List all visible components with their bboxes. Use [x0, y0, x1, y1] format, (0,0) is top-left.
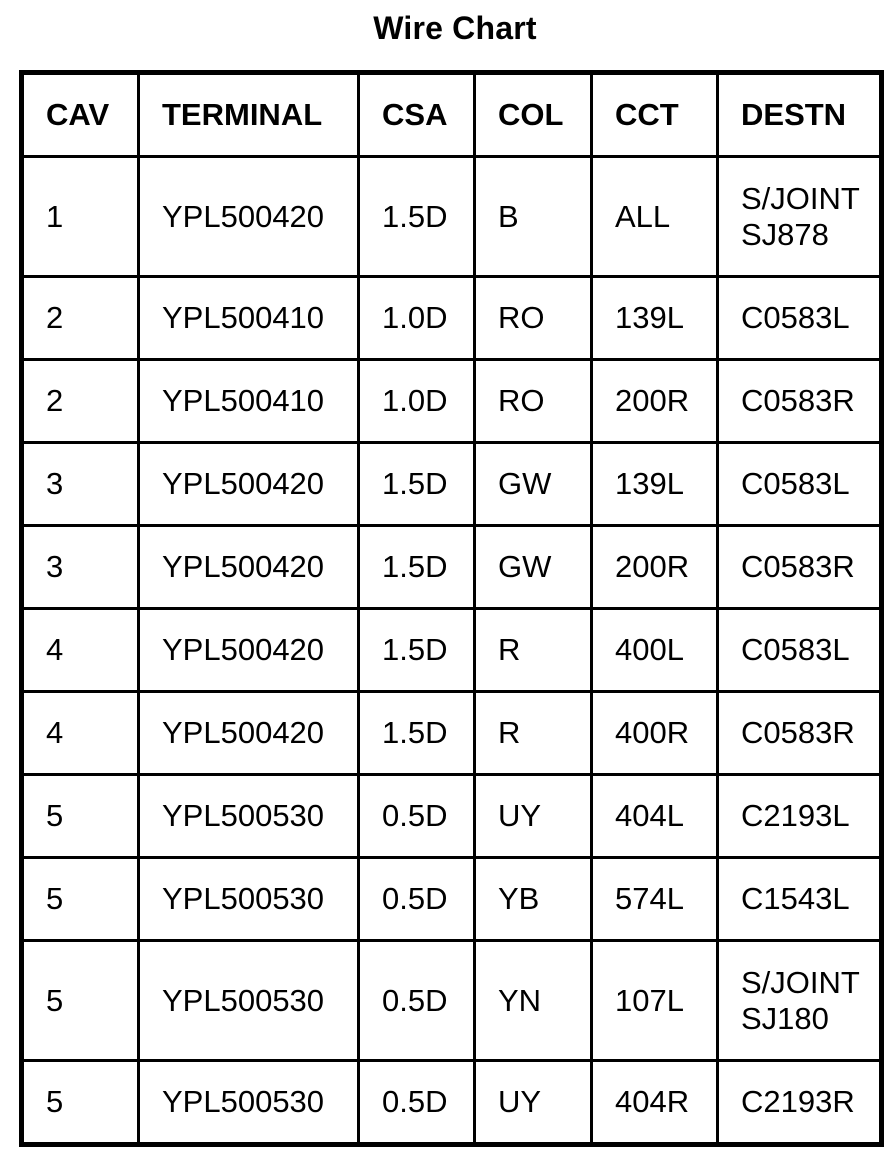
- cell-col: B: [475, 157, 592, 277]
- cell-csa: 0.5D: [359, 941, 475, 1061]
- cell-terminal: YPL500530: [139, 775, 359, 858]
- cell-col: GW: [475, 443, 592, 526]
- cell-destn: S/JOINT SJ878: [718, 157, 882, 277]
- cell-cav: 1: [22, 157, 139, 277]
- table-row: [22, 1061, 882, 1145]
- cell-col: UY: [475, 775, 592, 858]
- cell-col: R: [475, 692, 592, 775]
- cell-terminal: YPL500530: [139, 858, 359, 941]
- cell-terminal: YPL500420: [139, 526, 359, 609]
- header-row: [22, 73, 882, 157]
- cell-cav: 5: [22, 858, 139, 941]
- table-row: [22, 526, 882, 609]
- cell-col: UY: [475, 1061, 592, 1145]
- chart-title: Wire Chart: [373, 10, 537, 46]
- cell-col: YB: [475, 858, 592, 941]
- table-row: [22, 443, 882, 526]
- table-row: [22, 941, 882, 1061]
- header-terminal: TERMINAL: [139, 73, 359, 157]
- cell-csa: 1.5D: [359, 526, 475, 609]
- cell-csa: 1.0D: [359, 360, 475, 443]
- cell-col: GW: [475, 526, 592, 609]
- cell-col: YN: [475, 941, 592, 1061]
- cell-cct: 404L: [592, 775, 718, 858]
- table-row: [22, 692, 882, 775]
- cell-destn: C1543L: [718, 858, 882, 941]
- cell-destn: S/JOINT SJ180: [718, 941, 882, 1061]
- cell-destn: C0583R: [718, 526, 882, 609]
- cell-cct: 574L: [592, 858, 718, 941]
- cell-cav: 3: [22, 443, 139, 526]
- cell-cav: 5: [22, 775, 139, 858]
- cell-cct: 400L: [592, 609, 718, 692]
- table-row: [22, 277, 882, 360]
- cell-cct: 200R: [592, 526, 718, 609]
- cell-terminal: YPL500420: [139, 692, 359, 775]
- cell-terminal: YPL500530: [139, 941, 359, 1061]
- header-cav: CAV: [22, 73, 139, 157]
- cell-cct: 404R: [592, 1061, 718, 1145]
- cell-destn: C0583L: [718, 443, 882, 526]
- header-csa: CSA: [359, 73, 475, 157]
- table-row: [22, 609, 882, 692]
- cell-cct: 139L: [592, 277, 718, 360]
- cell-destn: C0583L: [718, 277, 882, 360]
- cell-terminal: YPL500410: [139, 277, 359, 360]
- cell-cav: 5: [22, 1061, 139, 1145]
- cell-cav: 4: [22, 609, 139, 692]
- cell-cav: 5: [22, 941, 139, 1061]
- cell-cav: 3: [22, 526, 139, 609]
- cell-cct: 200R: [592, 360, 718, 443]
- table-row: [22, 775, 882, 858]
- cell-col: RO: [475, 277, 592, 360]
- cell-csa: 1.0D: [359, 277, 475, 360]
- cell-col: RO: [475, 360, 592, 443]
- cell-csa: 0.5D: [359, 775, 475, 858]
- cell-destn: C2193L: [718, 775, 882, 858]
- table-row: [22, 858, 882, 941]
- cell-destn: C0583L: [718, 609, 882, 692]
- header-cct: CCT: [592, 73, 718, 157]
- cell-cct: 139L: [592, 443, 718, 526]
- cell-terminal: YPL500420: [139, 443, 359, 526]
- cell-csa: 1.5D: [359, 157, 475, 277]
- cell-csa: 0.5D: [359, 1061, 475, 1145]
- cell-terminal: YPL500420: [139, 609, 359, 692]
- cell-terminal: YPL500410: [139, 360, 359, 443]
- cell-destn: C2193R: [718, 1061, 882, 1145]
- header-destn: DESTN: [718, 73, 882, 157]
- cell-cct: ALL: [592, 157, 718, 277]
- cell-cct: 107L: [592, 941, 718, 1061]
- cell-csa: 1.5D: [359, 609, 475, 692]
- table-row: [22, 360, 882, 443]
- cell-csa: 1.5D: [359, 443, 475, 526]
- cell-col: R: [475, 609, 592, 692]
- cell-terminal: YPL500530: [139, 1061, 359, 1145]
- cell-csa: 0.5D: [359, 858, 475, 941]
- header-col: COL: [475, 73, 592, 157]
- cell-cav: 4: [22, 692, 139, 775]
- table-row: [22, 157, 882, 277]
- cell-cav: 2: [22, 277, 139, 360]
- cell-destn: C0583R: [718, 692, 882, 775]
- wire-table: [19, 70, 884, 1147]
- cell-terminal: YPL500420: [139, 157, 359, 277]
- cell-cav: 2: [22, 360, 139, 443]
- cell-cct: 400R: [592, 692, 718, 775]
- cell-destn: C0583R: [718, 360, 882, 443]
- cell-csa: 1.5D: [359, 692, 475, 775]
